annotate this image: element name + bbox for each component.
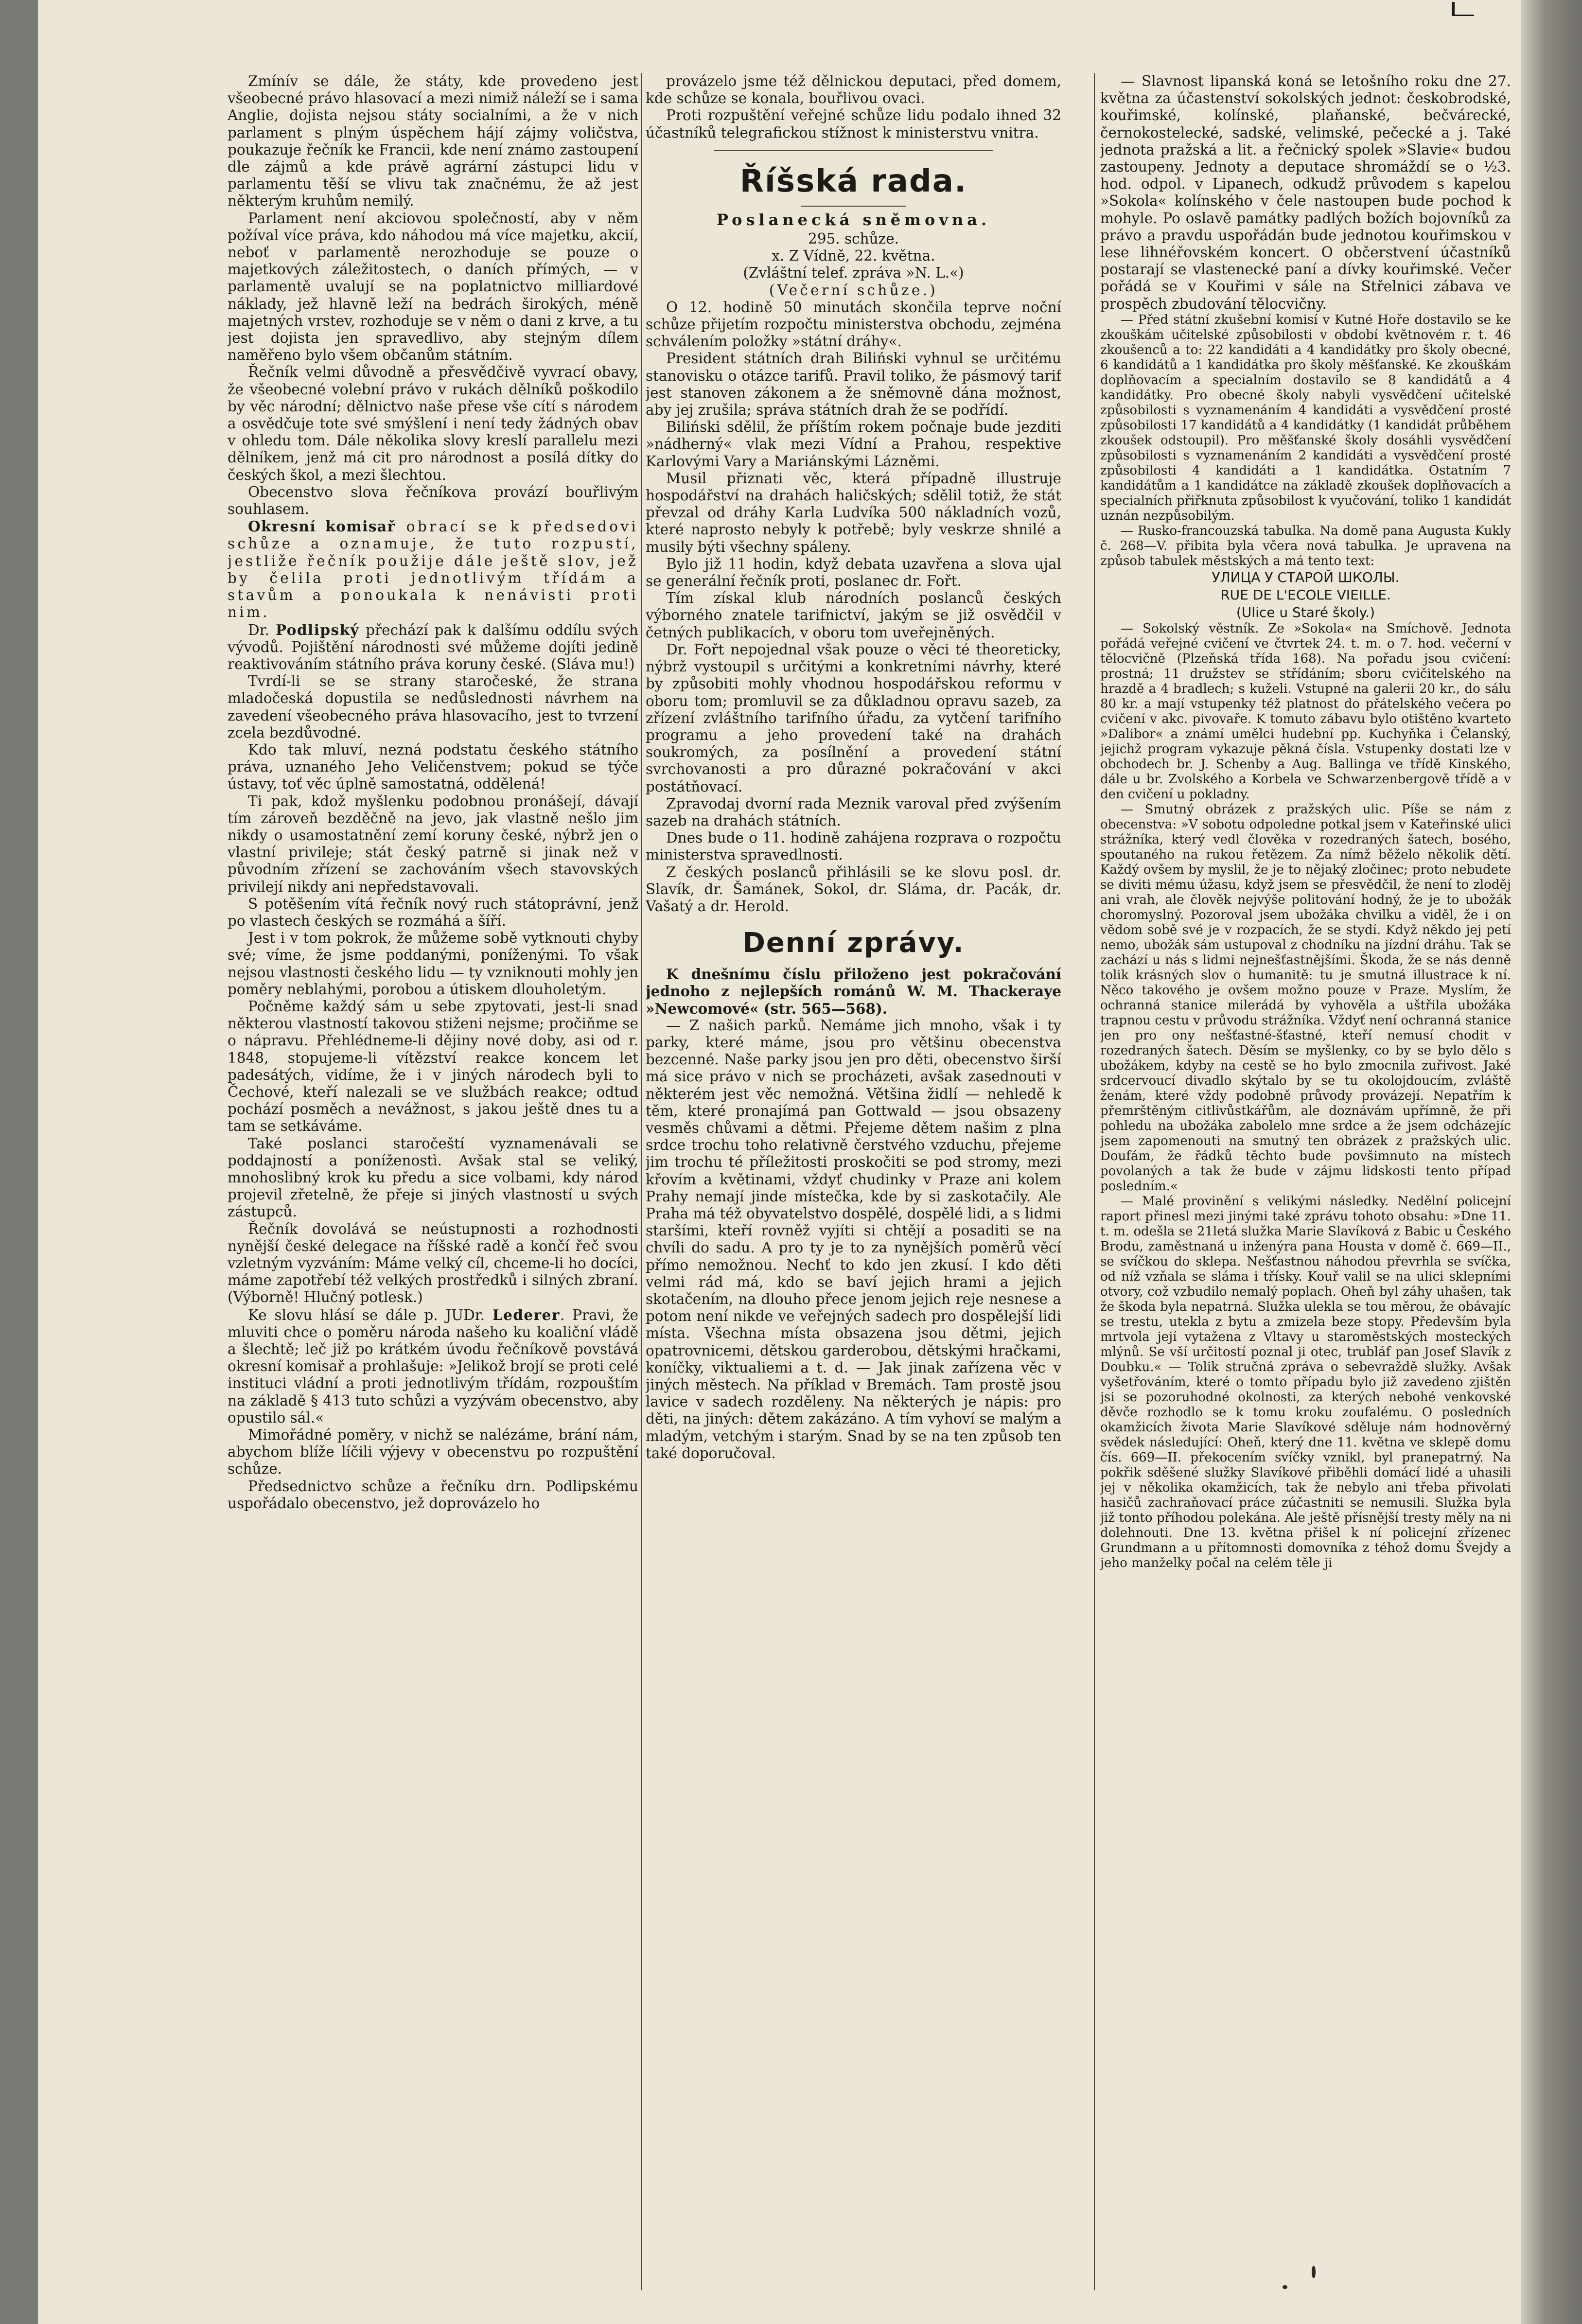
sign-text-czech: (Ulice u Staré školy.) bbox=[1236, 604, 1375, 620]
prefix: Dr. bbox=[248, 621, 276, 638]
section-title-risska-rada: Říšská rada. bbox=[739, 163, 967, 199]
paragraph: S potěšením vítá řečník nový ruch státoprávní, jenž po vlastech českých se rozmáhá a šíří. bbox=[228, 895, 638, 929]
evening-session: (Večerní schůze.) bbox=[769, 282, 938, 299]
page-edge-shadow bbox=[1521, 0, 1582, 2324]
ink-blot bbox=[1283, 2285, 1287, 2289]
sign-text-russian: УЛИЦА У СТАРОЙ ШКОЛЫ. bbox=[1212, 569, 1400, 585]
paragraph-text: obrací se k předsedovi schůze a oznamuje, že tuto rozpustí, jestliže řečník použije dále ještě slov, jež by čelila proti jednotlivým třídám a stavům a ponoukala k nenávisti proti nim. bbox=[228, 518, 638, 621]
paragraph-lederer bbox=[228, 1306, 638, 1426]
ink-blot bbox=[1312, 2266, 1316, 2278]
section-divider bbox=[801, 206, 906, 207]
prefix: Ke slovu hlásí se dále p. JUDr. bbox=[248, 1306, 492, 1323]
sign-text-french: RUE DE L'ECOLE VIEILLE. bbox=[1220, 586, 1391, 603]
section-title-denni-zpravy: Denní zprávy. bbox=[742, 927, 965, 959]
kicker: Lederer bbox=[492, 1306, 560, 1323]
paragraph: Biliński sdělil, že příštím rokem počnaje bude jezditi »nádherný« vlak mezi Vídní a Prahou, respektive Karlovými Vary a Mariánskými Lázněmi. bbox=[646, 419, 1061, 470]
paragraph: Zpravodaj dvorní rada Meznik varoval před zvýšením sazeb na drahách státních. bbox=[646, 795, 1061, 829]
paragraph: Jest i v tom pokrok, že můžeme sobě vytknouti chyby své; víme, že jsme poddanými, poníženými. To však nejsou vlastnosti českého lidu — ty vzniknouti mohly jen poměry neblahými, porobou a útiskem dlouholetým. bbox=[228, 930, 638, 998]
paragraph: — Slavnost lipanská koná se letošního roku dne 27. května za účastenství sokolských jednot: českobrodské, kouřimské, kolínské, plaňanské, bečvárecké, černokostelecké, sadské, velimské, pečecké a j. Také jednota pražská a lit. a řečnický spolek »Slavie« budou zastoupeny. Jednoty a deputace shromáždí se o ½3. hod. odpol. v Lipanech, odkudž průvodem s kapelou »Sokola« kolínského v čele nastoupen bude pochod k mohyle. Po oslavě památky padlých božích bojovníků za právo a pravdu uspořádán bude jednotou kouřimskou v lese lihnéřovském koncert. O občerstvení účastníků postarají se vlastenecké paní a dívky kouřimské. Večer pořádá se v Kouřimi v sále na Střelnici zábava ve prospěch zbudování tělocvičny. bbox=[1100, 73, 1511, 312]
newspaper-page bbox=[38, 0, 1521, 2324]
paragraph: Dr. Fořt nepojednal však pouze o věci té theoreticky, nýbrž vystoupil s určitými a konkretními návrhy, které by způsobiti mohly vhodnou hospodářskou reformu v oboru tom; promluvil se za důkladnou opravu sazeb, za zřízení zvláštního tarifního úřadu, za vytčení tarifního programu a jeho provedení také na drahách soukromých, za posílnění a provedení státní svrchovanosti a pro důrazné pokračování v akci postátňovací. bbox=[646, 641, 1061, 795]
paragraph: Zmínív se dále, že státy, kde provedeno jest všeobecné právo hlasovací a mezi nimiž náleží se i sama Anglie, dojista nejsou státy socialními, a že v nich parlament s plným úspěchem hájí zájmy voličstva, poukazuje řečník ke Francii, kde není známo zastoupení dle zájmů a kde právě agrární zástupci lidu v parlamentu těší se vlivu tak značnému, že až jest některým kruhům nemilý. bbox=[228, 73, 638, 210]
paragraph-text: . Pravi, že mluviti chce o poměru národa našeho ku koaliční vládě a šlechtě; leč již po krátkém úvodu řečníkově povstává okresní komisař a prohlašuje: »Jelikož brojí se proti celé instituci vládní a proti jednotlivým třídám, rozpouštím na základě § 413 tuto schůzi a vyzývám obecenstvo, aby opustilo sál.« bbox=[228, 1306, 638, 1426]
paragraph: Bylo již 11 hodin, když debata uzavřena a slova ujal se generální řečník proti, poslanec dr. Fořt. bbox=[646, 555, 1061, 590]
paragraph: Parlament není akciovou společností, aby v něm požíval více práva, kdo náhodou má více majetku, akcií, neboť v parlamentě nerozhoduje se pouze o majetkových záležitostech, o daních přímých, — v parlamentě uvalují se na poplatnictvo milliardové náklady, jež hlavně leží na bedrách širokých, méně majetných vrstev, rozhoduje se v něm o dani z krve, a tu jest dojista jen spravedlivo, aby stejným dílem naměřeno bylo všem občanům státním. bbox=[228, 210, 638, 364]
subsection-title: Poslanecká sněmovna. bbox=[716, 210, 991, 229]
paragraph: — Z našich parků. Nemáme jich mnoho, však i ty parky, které máme, jsou pro většinu obecenstva bezcenné. Naše parky jsou jen pro děti, obecenstvo širší má sice právo v nich se procházeti, avšak zasednouti v některém jest věc nemožná. Většina židlí — nehledě k těm, které pronajímá pan Gottwald — jsou obsazeny vesměs chůvami a dětmi. Přejeme dětem našim z plna srdce trochu toho relativně čerstvého vzduchu, přejeme jim trochu té příležitosti proskočiti se pod stromy, mezi křovím a květinami, vždyť chudinky v Praze ani kolem Prahy nemají jinde místečka, kde by si zaskotačily. Ale Praha má též obyvatelstvo dospělé, dospělé lidi, a s lidmi staršími, kteří rovněž vyjíti si chtějí a posaditi se na chvíli do sadu. A pro ty je to za nynějších poměrů věcí přímo nemožnou. Nechť to kdo jen zkusí. I kdo děti velmi rád má, kdo se baví jejich hrami a jejich skotačením, na dlouho přece jenom jejich reje nesnese a potom není nikde ve veřejných sadech pro dospělejší lidi místa. Všechna místa obsazena jsou dětmi, jejich opatrovnicemi, dětskou garderobou, dětskými hračkami, koníčky, viktualiemi a t. d. — Jak jinak zařízena věc v jiných městech. Na příklad v Bremách. Tam prostě jsou lavice v sadech rozděleny. Na některých je nápis: pro děti, na jiných: dětem zakázáno. A tím vyhoví se malým a mladým, vetchým i starým. Snad by se na ten způsob ten také doporučoval. bbox=[646, 1017, 1061, 1461]
paragraph: Z českých poslanců přihlásili se ke slovu posl. dr. Slavík, dr. Šamánek, Sokol, dr. Sláma, dr. Pacák, dr. Vašatý a dr. Herold. bbox=[646, 863, 1061, 915]
paragraph: Tvrdí-li se se strany staročeské, že strana mladočeská dopustila se nedůslednosti návrhem na zavedení všeobecného práva hlasovacího, jest to tvrzení zcela bezdůvodné. bbox=[228, 673, 638, 741]
paragraph: Tím získal klub národních poslanců českých výborného znatele tarifnictví, jakým se již osvědčil v četných publikacích, v oboru tom uveřejněných. bbox=[646, 590, 1061, 641]
paragraph: Kdo tak mluví, nezná podstatu českého státního práva, uznaného Jeho Veličenstvem; pokud se týče ústavy, toť věc úplně samostatná, oddělená! bbox=[228, 741, 638, 792]
column-rule bbox=[641, 73, 642, 2290]
telegram-note: (Zvláštní telef. zpráva »N. L.«) bbox=[743, 264, 964, 282]
paragraph: — Rusko-francouzská tabulka. Na domě pana Augusta Kukly č. 268—V. přibita byla včera nová tabulka. Je upravena na způsob tabulek městských a má tento text: bbox=[1100, 523, 1511, 568]
paragraph: Řečník velmi důvodně a přesvědčivě vyvrací obavy, že všeobecné volební právo v rukách dělníků poškodilo by věc národní; dělnictvo naše přese vše cítí s národem a osvědčuje tote své smýšlení i není tedy žádných obav v ohledu tom. Dále několika slovy kreslí parallelu mezi dělníkem, jenž má cit pro národnost a posílá dítky do českých škol, a mezi šlechtou. bbox=[228, 364, 638, 483]
column-middle bbox=[646, 73, 1061, 2295]
kicker: Okresní komisař bbox=[248, 518, 396, 535]
paragraph: Proti rozpuštění veřejné schůze lidu podalo ihned 32 účastníků telegrafickou stížnost k ministerstvu vnitra. bbox=[646, 107, 1061, 141]
dateline: x. Z Vídně, 22. května. bbox=[772, 247, 935, 264]
paragraph: Ti pak, kdož myšlenku podobnou pronášejí, dávají tím zároveň bezděčně na jevo, jak vlastně nešlo jim nikdy o usamostatnění zemí koruny české, nýbrž jen o vlastní privileje; stát český patrně si jinak než v původním zřízení se zachováním všech stavovských privilejí nikdy ani nepředstavovali. bbox=[228, 792, 638, 895]
paragraph-okresni bbox=[228, 518, 638, 621]
paragraph-podlipsky bbox=[228, 621, 638, 673]
paragraph: Dnes bude o 11. hodině zahájena rozprava o rozpočtu ministerstva spravedlnosti. bbox=[646, 829, 1061, 863]
paragraph: Počněme každý sám u sebe zpytovati, jest-li snad některou vlastností takovou stiženi nejsme; pročiňme se o nápravu. Přehlédneme-li dějiny nové doby, asi od r. 1848, stopujeme-li vítězství reakce koncem let padesátých, vidíme, že i v jiných národech byli to Čechové, kteří nalezali se ve službách reakce; odtud pochází posměch a nevážnost, s jakou ještě dnes tu a tam se setkáváme. bbox=[228, 998, 638, 1135]
session-number: 295. schůze. bbox=[808, 230, 899, 247]
kicker: Podlipský bbox=[275, 621, 360, 638]
paragraph: O 12. hodině 50 minutách skončila teprve noční schůze přijetím rozpočtu ministerstva obchodu, zejména schválením položky »státní dráhy«. bbox=[646, 299, 1061, 350]
paragraph: Mimořádné poměry, v nichž se nalézáme, brání nám, abychom blíže líčili výjevy v obecenstvu po rozpuštění schůze. bbox=[228, 1426, 638, 1478]
paragraph: Musil přiznati věc, která případně illustruje hospodářství na drahách haličských; sdělil totiž, že stát převzal od dráhy Karla Ludvíka 500 nákladních vozů, které naprosto nebyly k potřebě; byly veskrze shnilé a musily býti všechny spáleny. bbox=[646, 470, 1061, 555]
paragraph: Řečník dovolává se neústupnosti a rozhodnosti nynější české delegace na říšské radě a končí řeč svou vzletným vyzváním: Máme velký cíl, chceme-li ho docíci, máme zapotřebí též velkých prostředků i silných zbraní. (Výborně! Hlučný potlesk.) bbox=[228, 1220, 638, 1306]
paragraph: — Smutný obrázek z pražských ulic. Píše se nám z obecenstva: »V sobotu odpoledne potkal jsem v Kateřinské ulici strážníka, který vedl člověka v rozedraných šatech, bosého, spoutaného na rukou řetězem. Za nímž běželo několik dětí. Každý ovšem by myslil, že je to nějaký zločinec; proto nebudete se diviti mému úžasu, když jsem se přesvědčil, že není to zloděj ani vrah, ale člověk nejvýše politování hodný, že je to ubožák choromyslný. Pozoroval jsem ubožáka chvilku a viděl, že i on vědom sobě své je v rozpacích, že se stydí. Když někdo jej petí nemo, ubožák sám ustupoval z chodníku na jízdní dráhu. Tak se zachází u nás s lidmi nejnešťastnějšími. Škoda, že se nás denně tolik krásných slov o humanitě: tu je smutná illustrace k ní. Něco takového je ovšem možno pouze v Praze. Myslím, že ochranná stanice milerádá by vyhověla a uštřila ubožáka trapnou cestu v průvodu strážníka. Vždyť není ochranná stanice jen pro ony nešťastné-šťastné, kteří nemusí chodit v rozedraných šatech. Děsím se myšlenky, co by se bylo dělo s ubožákem, kdyby na cestě se ho bylo zmocnila zuřivost. Jaké srdcervoucí divadlo skýtalo by se tu okolojdoucím, zvláště ženám, které vždy podobně průvody provázejí. Nepatřím k přemrštěným citlivůstkářům, ale doznávám upřímně, že při pohledu na ubožáka zabolelo mne srdce a že jsem odcházejíc jsem zapomenouti na smutný ten obrázek z pražských ulic. Doufám, že řádků těchto bude povšimnuto na místech povolaných a tak že bude v zájmu lidskosti tento případ posledním.« bbox=[1100, 802, 1511, 1194]
section-divider bbox=[714, 150, 993, 151]
column-right bbox=[1100, 73, 1511, 2295]
paragraph: — Malé provinění s velikými následky. Nedělní policejní raport přinesl mezi jinými také zprávu tohoto obsahu: »Dne 11. t. m. odešla se 21letá služka Marie Slavíková z Babic u Českého Brodu, zaměstnaná u inženýra pana Housta v domě č. 669—II., se svíčkou do sklepa. Nešťastnou náhodou převrhla se svíčka, od níž vzňala se sláma i třísky. Kouř valil se na ulici sklepními otvory, což vzbudilo nemalý poplach. Oheň byl záhy uhašen, tak že škoda byla nepatrná. Služka ulekla se tou měrou, že obávajíc se trestu, utekla z bytu a zmizela beze stopy. Především byla mrtvola její vytažena z Vltavy u staroměstských mosteckých mlýnů. Se vší určitostí poznal ji otec, trubláf pan Josef Slavík z Doubku.« — Tolik stručná zpráva o sebevraždě služky. Avšak vyšetřováním, které o tomto případu bylo již zavedeno zjištěn jsi se pozoruhodné okolnosti, za kterých nebohé venkovské děvče rozhodlo se k tomu kroku zoufalému. O posledních okamžicích života Marie Slavíkové sděluje nám hodnověrný svědek následující: Oheň, který dne 11. května ve sklepě domu čís. 669—II. překocením svíčky vznikl, byl pranepatrný. Na pokřik sděšené služky Slavíkové přiběhli domácí lidé a uhasili jej v několika okamžicích, tak že nebylo ani třeba přivolati hasičů zachraňovací práce zúčastniti se nemusili. Služka byla již tonto příhodou polekána. Ale ještě přísnější tresty měly na ni dolehnouti. Dne 13. května přišel k ní policejní zřízenec Grundmann a u přítomnosti domovníka z téhož domu Švejdy a jeho manželky počal na celém těle ji bbox=[1100, 1194, 1511, 1570]
paragraph: — Sokolský věstník. Ze »Sokola« na Smíchově. Jednota pořádá veřejné cvičení ve čtvrtek 24. t. m. o 7. hod. večerní v tělocvičně (Plzeňská třída 168). Na pořadu jsou cvičení: prostná; 11 družstev se střídáním; sboru cvičitelského na hrazdě a 4 bradlech; s kuželi. Vstupné na galerii 20 kr., do sálu 80 kr. a mají vstupenky též platnost do přátelského večera po cvičení v akc. pivovaře. K tomuto zábavu bylo otištěno kvarteto »Dalibor« a známí umělci hudební pp. Kuchyňka i Čelanský, jejichž program vykazuje pěkná čísla. Vstupenky dostati lze v obchodech br. J. Schenby a Aug. Ballinga ve třídě Kinského, dále u br. Zvolského a Korbela ve Schwarzenbergově třídě a v den cvičení u pokladny. bbox=[1100, 621, 1511, 802]
column-left bbox=[228, 73, 638, 2295]
paragraph: Také poslanci staročeští vyznamenávali se poddajností a poníženostì. Avšak stal se veliký, mnohoslibný krok ku předu a sice volbami, kdy národ projevil zřetelně, že přeje si jiných vlastností u svých zástupců. bbox=[228, 1135, 638, 1220]
paragraph-supplement: K dnešnímu číslu přiloženo jest pokračování jednoho z nejlepších románů W. M. Thackeraye »Newcomové« (str. 565—568). bbox=[646, 966, 1061, 1017]
paragraph-text: přechází pak k dalšímu oddílu svých vývodů. Pojištění národnosti své můžeme dojíti jedině reaktivováním státního práva koruny české. (Sláva mu!) bbox=[228, 621, 638, 672]
paragraph: Obecenstvo slova řečníkova provází bouřlivým souhlasem. bbox=[228, 483, 638, 518]
paragraph: President státních drah Biliński vyhnul se určitému stanovisku o otázce tarifů. Pravil toliko, že pásmový tarif jest stanoven zákonem a že sněmovně dána možnost, aby jej zrušila; správa státních drah že se podřídí. bbox=[646, 350, 1061, 419]
paragraph: provázelo jsme též dělnickou deputaci, před domem, kde schůze se konala, bouřlivou ovaci. bbox=[646, 73, 1061, 107]
column-rule bbox=[1094, 73, 1095, 2290]
paragraph: — Před státní zkušební komisí v Kutné Hoře dostavilo se ke zkouškám učitelské způsobilosti v období květnovém r. t. 46 zkoušenců a to: 22 kandidáti a 4 kandidátky pro školy obecné, 6 kandidátů a 1 kandidátka pro školy měšťanské. Ke zkouškám doplňovacím a specialním dostavilo se 8 kandidátů a 4 kandidátky. Pro obecné školy nabyli vysvědčení učitelské způsobilosti s vyznamenáním 4 kandidáti a vysvědčení prosté způsobilosti 17 kandidátů a 4 kandidátky (1 kandidát průběhem zkoušek odstoupil). Pro měšťanské školy dosáhli vysvědčení způsobilosti s vyznamenáním 2 kandidáti a vysvědčení prosté způsobilosti 4 kandidáti a 1 kandidátka. Ostatním 7 kandidátům a 1 kandidátce na základě zkoušek doplňovacích a specialních přiřknuta způsobilost k vyučování, toliko 1 kandidát uznán nezpůsobilým. bbox=[1100, 312, 1511, 523]
paragraph: Předsednictvo schůze a řečníku drn. Podlipskému uspořádalo obecenstvo, jež doprovázelo ho bbox=[228, 1478, 638, 1512]
page-corner-mark bbox=[1452, 2, 1474, 16]
